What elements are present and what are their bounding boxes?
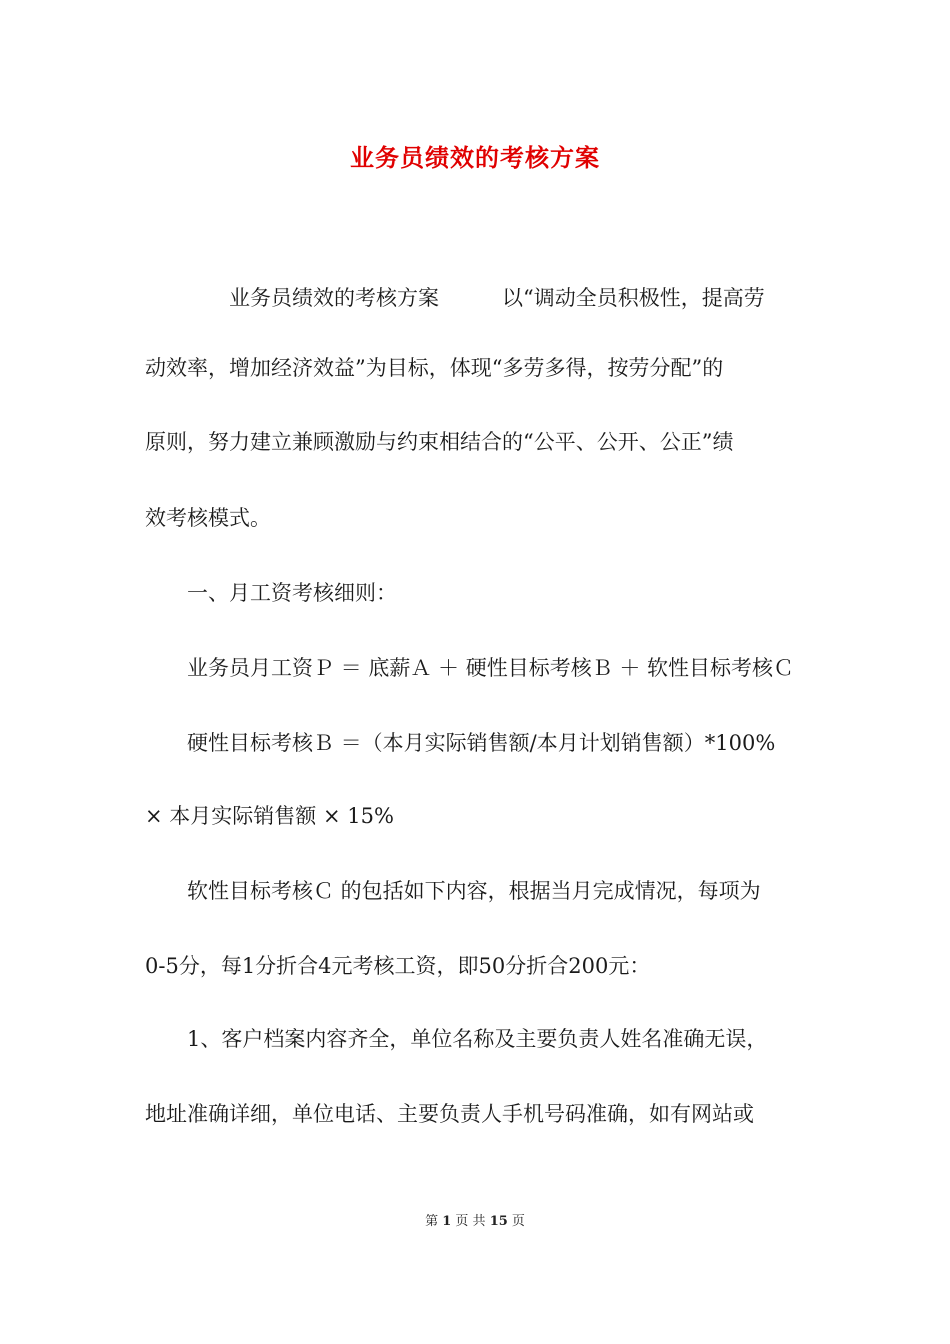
paragraph-line: 原则，努力建立兼顾激励与约束相结合的“公平、公开、公正”绩 [145, 430, 734, 454]
document-title: 业务员绩效的考核方案 [350, 143, 600, 172]
paragraph-line: 效考核模式。 [145, 506, 271, 530]
paragraph-line: 地址准确详细，单位电话、主要负责人手机号码准确，如有网站或 [145, 1102, 754, 1126]
page-label-suffix: 页 [511, 1214, 525, 1229]
page-current: 1 [442, 1214, 452, 1229]
page-footer [0, 1210, 950, 1229]
formula-line: 硬性目标考核Ｂ ＝（本月实际销售额/本月计划销售额）*100% [145, 731, 776, 755]
formula-line: 业务员月工资Ｐ ＝ 底薪Ａ ＋ 硬性目标考核Ｂ ＋ 软性目标考核Ｃ [145, 656, 795, 680]
paragraph-line: 动效率，增加经济效益”为目标，体现“多劳多得，按劳分配”的 [145, 356, 724, 380]
paragraph-line: 1、客户档案内容齐全，单位名称及主要负责人姓名准确无误， [145, 1027, 768, 1051]
formula-line: × 本月实际销售额 × 15% [145, 804, 394, 828]
paragraph-line: 业务员绩效的考核方案 以“调动全员积极性，提高劳 [145, 286, 765, 310]
page-total: 15 [489, 1214, 508, 1229]
page-label-mid: 页 共 [455, 1214, 486, 1229]
page-label-prefix: 第 [425, 1214, 439, 1229]
paragraph-line: 0-5分，每1分折合4元考核工资，即50分折合200元： [145, 954, 651, 978]
paragraph-line: 软性目标考核Ｃ 的包括如下内容，根据当月完成情况，每项为 [145, 879, 761, 903]
section-heading: 一、月工资考核细则： [145, 581, 397, 605]
